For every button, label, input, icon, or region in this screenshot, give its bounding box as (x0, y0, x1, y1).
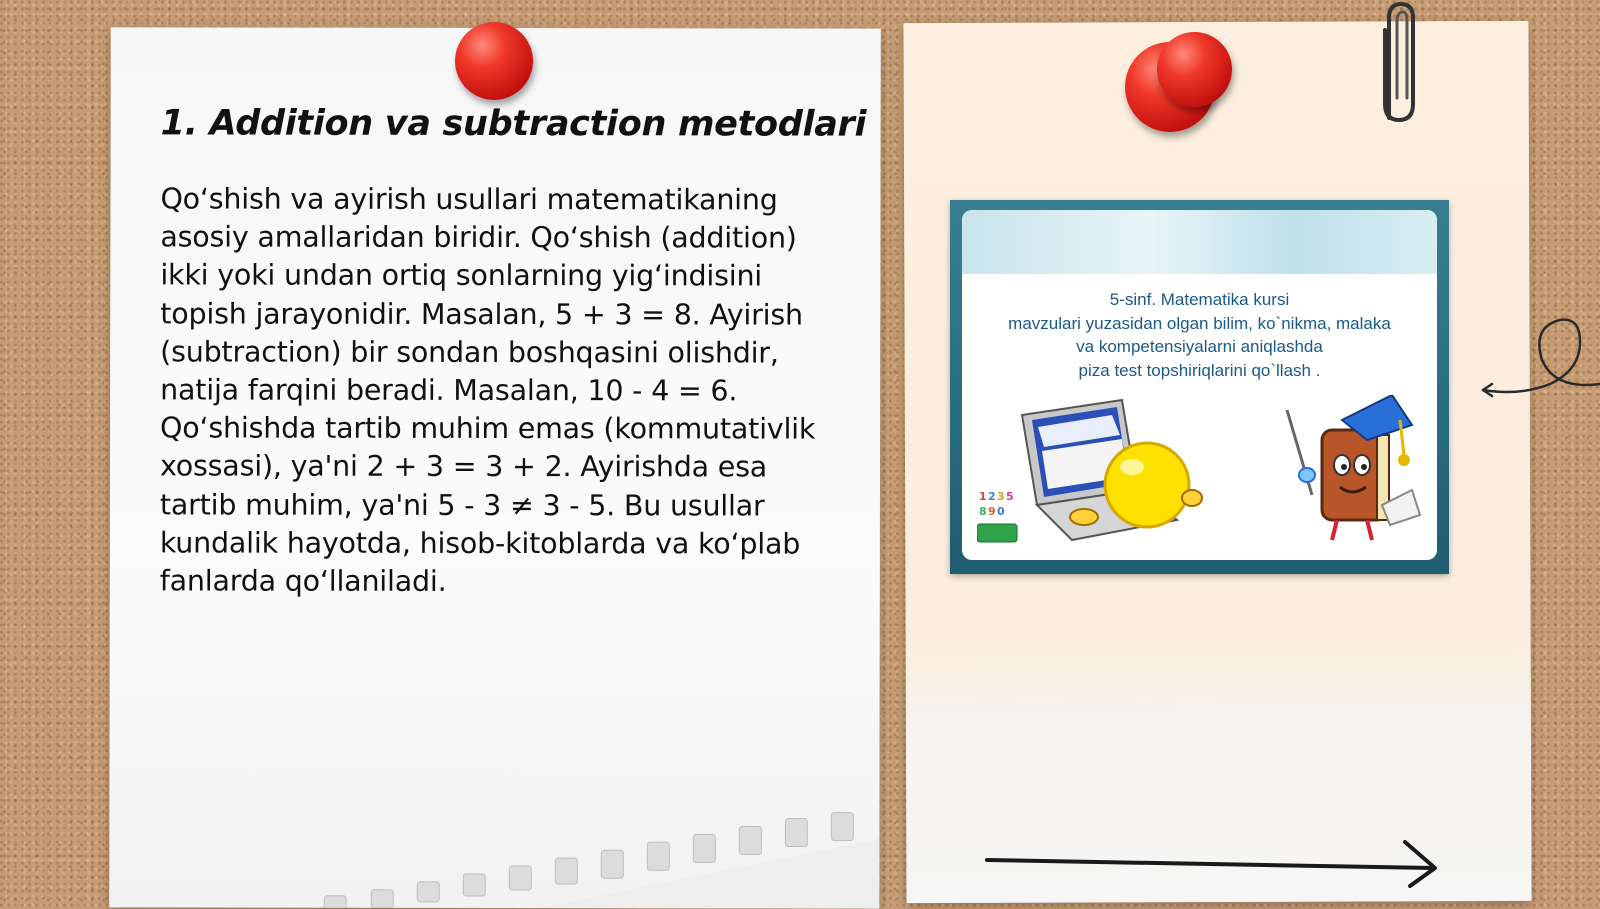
embedded-caption (962, 288, 1437, 382)
pushpin-icon (455, 22, 533, 100)
curly-arrow-icon (1480, 312, 1600, 412)
svg-text:9: 9 (988, 505, 996, 518)
section-heading: 1. Addition va subtraction metodlari (160, 103, 867, 145)
embedded-banner (962, 210, 1437, 274)
caption-line: va kompetensiyalarni aniqlashda (1076, 337, 1323, 356)
torn-paper-edge (109, 777, 879, 908)
caption-line: mavzulari yuzasidan olgan bilim, ko`nikma, malaka (1008, 313, 1391, 333)
caption-line: piza test topshiriqlarini qo`llash . (1078, 360, 1321, 380)
embedded-slide-image (950, 200, 1449, 574)
svg-text:3: 3 (997, 490, 1005, 503)
svg-text:2: 2 (988, 490, 996, 503)
paperclip-icon (1375, 0, 1421, 130)
svg-text:8: 8 (979, 505, 987, 518)
svg-text:1: 1 (979, 490, 987, 503)
body-paragraph: Qo‘shish va ayirish usullari matematikaning asosiy amallaridan biridir. Qo‘shish (addition) ikki yoki undan ortiq sonlarning yig‘indisini topish jarayonidir. Masalan, 5 + 3 = 8. Ayirish (subtraction) bir sondan boshqasini olishdir, natija farqini beradi. Masalan, 10 - 4 = 6. Qo‘shishda tartib muhim emas (kommutativlik xossasi), ya'ni 2 + 3 = 3 + 2. Ayirishda esa tartib muhim, ya'ni 5 - 3 ≠ 3 - 5. Bu usullar kundalik hayotda, hisob-kitoblarda va ko‘plab fanlarda qo‘llaniladi. (159, 182, 816, 598)
caption-line: 5-sinf. Matematika kursi (1109, 290, 1290, 309)
arrow-right-icon (985, 838, 1445, 888)
book-character-illustration (1282, 395, 1432, 545)
svg-text:5: 5 (1006, 490, 1014, 503)
numbers-sticker (977, 488, 1027, 548)
laptop-smiley-illustration (1012, 395, 1212, 545)
svg-text:0: 0 (997, 505, 1005, 518)
pushpin-icon (1157, 32, 1232, 107)
embedded-slide-card (962, 210, 1437, 560)
left-paper-note (109, 27, 881, 908)
